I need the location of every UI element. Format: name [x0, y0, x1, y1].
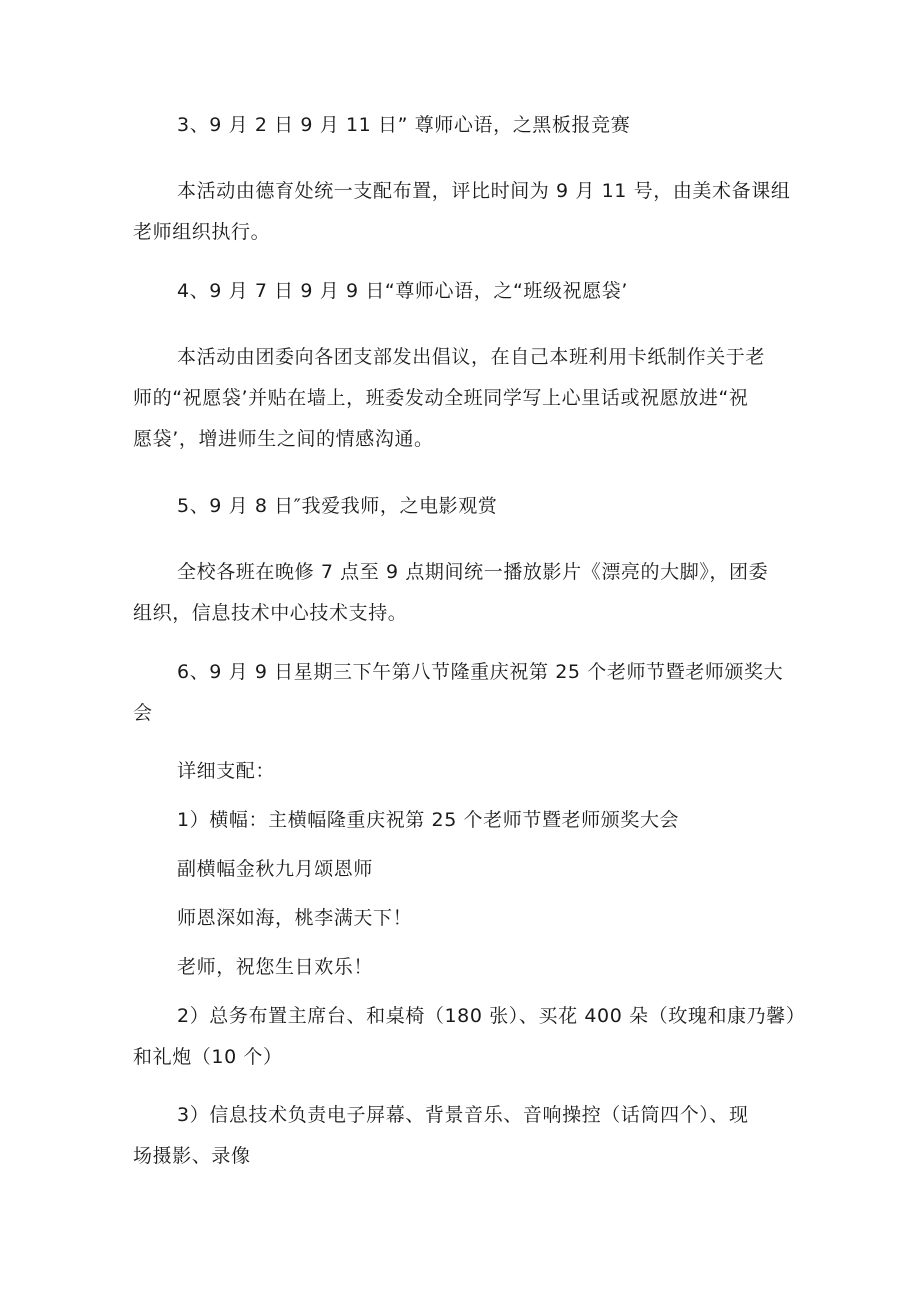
slogan-line	[133, 898, 793, 939]
greeting-line	[133, 947, 793, 988]
heading-teachers-day-ceremony	[133, 652, 793, 734]
heading-movie-viewing	[133, 486, 793, 527]
paragraph-line: 愿袋’，增进师生之间的情感沟通。	[133, 428, 434, 450]
list-item-it-support	[133, 1095, 793, 1177]
paragraph-line: 2）总务布置主席台、和桌椅（180 张）、买花 400 朵（玫瑰和康乃馨）	[177, 1005, 806, 1027]
heading-wish-bag	[133, 271, 793, 312]
paragraph-blackboard-details	[133, 171, 793, 253]
paragraph-line: 本活动由德育处统一支配布置，评比时间为 9 月 11 号，由美术备课组	[177, 180, 791, 202]
paragraph-line: 老师组织执行。	[133, 221, 271, 243]
sub-banner-line	[133, 849, 793, 890]
paragraph-line: 组织，信息技术中心技术支持。	[133, 602, 408, 624]
paragraph-line: 5、9 月 8 日″我爱我师，之电影观赏	[177, 495, 498, 517]
paragraph-line: 4、9 月 7 日 9 月 9 日“尊师心语，之“班级祝愿袋’	[177, 280, 629, 302]
paragraph-line: 师的“祝愿袋’并贴在墙上，班委发动全班同学写上心里话或祝愿放进“祝	[133, 387, 749, 409]
paragraph-movie-details	[133, 552, 793, 634]
paragraph-line: 6、9 月 9 日星期三下午第八节隆重庆祝第 25 个老师节暨老师颁奖大	[177, 661, 784, 683]
heading-detailed-arrangement	[133, 751, 793, 792]
paragraph-wish-bag-details	[133, 337, 793, 460]
paragraph-line: 1）横幅：主横幅隆重庆祝第 25 个老师节暨老师颁奖大会	[177, 809, 680, 831]
list-item-banner	[133, 800, 793, 841]
paragraph-line: 和礼炮（10 个）	[133, 1046, 283, 1068]
paragraph-line: 师恩深如海，桃李满天下！	[177, 907, 413, 929]
paragraph-line: 3）信息技术负责电子屏幕、背景音乐、音响操控（话筒四个）、现	[177, 1104, 749, 1126]
heading-blackboard-contest	[133, 105, 793, 146]
paragraph-line: 场摄影、录像	[133, 1145, 251, 1167]
paragraph-line: 老师，祝您生日欢乐！	[177, 956, 374, 978]
paragraph-line: 副横幅金秋九月颂恩师	[177, 858, 374, 880]
paragraph-line: 全校各班在晚修 7 点至 9 点期间统一播放影片《漂亮的大脚》，团委	[177, 561, 769, 583]
paragraph-line: 详细支配：	[177, 760, 276, 782]
paragraph-line: 本活动由团委向各团支部发出倡议，在自己本班利用卡纸制作关于老	[177, 346, 766, 368]
paragraph-line: 会	[133, 702, 153, 724]
paragraph-line: 3、9 月 2 日 9 月 11 日” 尊师心语，之黑板报竞赛	[177, 114, 631, 136]
list-item-general-affairs	[133, 996, 806, 1078]
